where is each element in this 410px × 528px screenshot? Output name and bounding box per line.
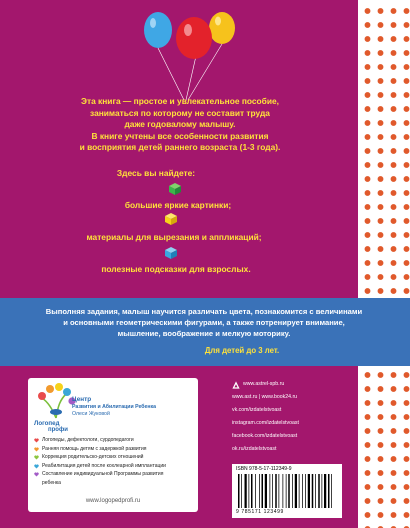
center-subtitle: Развития и Абилитации Ребенка [72, 404, 156, 410]
barcode-bar [270, 474, 271, 508]
contact-link[interactable]: ok.ru/izdatelstvoast [232, 446, 277, 452]
band-line: и основными геометрическими фигурами, а также потренирует внимание, [63, 318, 345, 327]
feature-item: полезные подсказки для взрослых. [101, 264, 251, 274]
barcode-bar [292, 474, 293, 508]
barcode-number: 9 785171 123499 [236, 509, 284, 515]
services-list [34, 436, 194, 488]
barcode-bar [275, 474, 277, 508]
isbn-text: ISBN 978-5-17-112349-9 [236, 466, 292, 472]
service-item [34, 436, 194, 445]
contact-link[interactable]: vk.com/izdatelstvoast [232, 407, 282, 413]
service-label: Логопеды, дефектологи, сурдопедагоги [42, 437, 134, 443]
astrel-url: www.astrel-spb.ru [243, 381, 285, 387]
barcode-bar [295, 474, 297, 508]
barcode-bar [255, 474, 256, 508]
service-item [34, 479, 194, 488]
barcode-bar [262, 474, 264, 508]
barcode-bar [259, 474, 260, 508]
logo-word-profi: профи [48, 427, 68, 433]
service-label: Реабилитация детей после кохлеарной имплантации [42, 462, 166, 469]
center-author: Олеси Жуковой [72, 411, 110, 417]
age-label: Для детей до 3 лет. [204, 346, 280, 355]
barcode-bar [272, 474, 273, 508]
publisher-contacts [232, 378, 352, 456]
barcode-bar [328, 474, 330, 508]
barcode-bar [251, 474, 253, 508]
barcode-bar [302, 474, 303, 508]
barcode-bar [322, 474, 323, 508]
barcode-bar [318, 474, 320, 508]
barcode-bar [241, 474, 242, 508]
band-line: мышление, воображение и мелкую моторику. [117, 329, 291, 338]
service-label: Составление индивидуальной Программы развития [42, 471, 164, 478]
barcode-bar [283, 474, 284, 508]
intro-line: Эта книга — простое и увлекательное пособие, [81, 96, 279, 106]
intro-line: даже годовалому малышу. [124, 119, 236, 129]
band-line: Выполняя задания, малыш научится различать цвета, познакомится с величинами [45, 307, 363, 316]
barcode-bar [299, 474, 300, 508]
balloons-illustration [118, 8, 258, 104]
service-item [34, 462, 194, 471]
heart-icon [34, 472, 39, 477]
intro-line: В книге учтены все особенности развития [91, 130, 269, 141]
barcode-bar [245, 474, 247, 508]
barcode-bar [279, 474, 280, 508]
barcode-bar [288, 474, 290, 508]
barcode-bar [249, 474, 250, 508]
heart-icon [34, 447, 39, 452]
contact-link[interactable]: facebook.com/izdatelstvoast [232, 433, 298, 439]
barcode-bar [331, 474, 332, 508]
intro-line: и восприятия детей раннего возраста (1-3 года). [79, 142, 281, 152]
barcode-bar [238, 474, 240, 508]
band-text [14, 306, 394, 339]
barcode-bar [315, 474, 316, 508]
service-item [34, 470, 194, 479]
service-label: Ранняя помощь детям с задержкой развития [42, 445, 147, 452]
logo-word-logoped: Логопед [34, 420, 60, 427]
feature-item: материалы для вырезания и аппликаций; [86, 232, 262, 242]
green-cube-icon [168, 182, 182, 196]
yellow-cube-icon [164, 212, 178, 226]
barcode-bar [286, 474, 287, 508]
barcode-bar [312, 474, 314, 508]
service-item [34, 453, 194, 462]
heart-icon [34, 464, 39, 469]
polka-dot-strip [358, 0, 410, 528]
intro-line: заниматься по которому не составит труда [90, 107, 270, 118]
barcode-bar [308, 474, 310, 508]
astrel-link[interactable] [232, 378, 352, 391]
features-title: Здесь вы найдете: [116, 168, 196, 178]
barcode-bars [238, 474, 336, 508]
heart-icon [34, 438, 39, 443]
barcode-bar [265, 474, 267, 508]
logoped-url[interactable]: www.logopedprofi.ru [85, 498, 141, 504]
barcode-bar [324, 474, 326, 508]
astrel-logo-icon [232, 381, 240, 389]
service-item [34, 445, 194, 454]
barcode [232, 464, 342, 518]
intro-text [70, 96, 290, 154]
barcode-bar [305, 474, 306, 508]
logoped-profi-card [28, 378, 198, 512]
heart-icon [34, 455, 39, 460]
feature-item: большие яркие картинки; [124, 200, 232, 210]
contact-link[interactable]: instagram.com/izdatelstvoast [232, 420, 299, 426]
center-title: Центр [72, 396, 92, 403]
blue-cube-icon [164, 246, 178, 260]
service-label: ребенка [42, 479, 61, 486]
contact-link[interactable]: www.ast.ru | www.book24.ru [232, 394, 298, 400]
service-label: Коррекция родительско-детских отношений [42, 454, 144, 461]
